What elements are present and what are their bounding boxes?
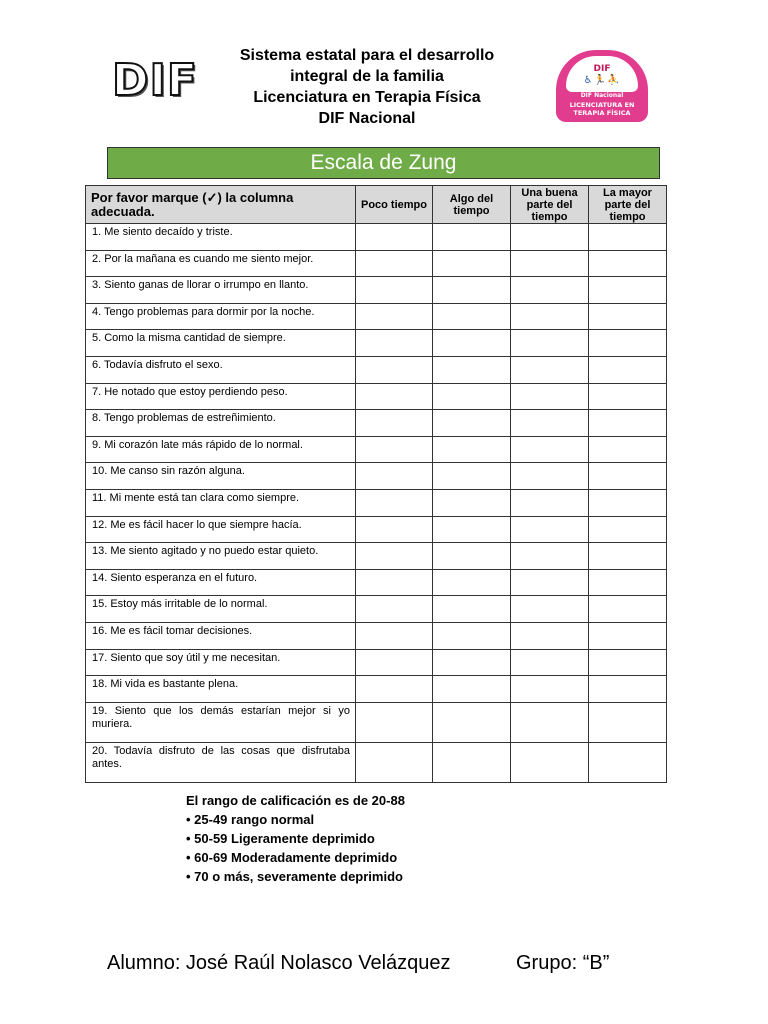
answer-cell[interactable] (511, 330, 589, 357)
badge-emblem (566, 56, 638, 92)
question-text: 15. Estoy más irritable de lo normal. (86, 596, 356, 623)
table-row (86, 676, 667, 703)
answer-cell[interactable] (511, 543, 589, 570)
answer-cell[interactable] (511, 250, 589, 277)
people-figures-icon: ♿🏃⛹ (583, 75, 621, 86)
table-row (86, 516, 667, 543)
answer-cell[interactable] (356, 383, 433, 410)
header-line-3: Licenciatura en Terapia Física (253, 89, 481, 106)
answer-cell[interactable] (511, 277, 589, 304)
answer-cell[interactable] (589, 303, 667, 330)
question-text: 10. Me canso sin razón alguna. (86, 463, 356, 490)
scale-title: Escala de Zung (107, 147, 660, 179)
answer-cell[interactable] (511, 383, 589, 410)
answer-cell[interactable] (589, 436, 667, 463)
answer-cell[interactable] (356, 569, 433, 596)
answer-cell[interactable] (589, 330, 667, 357)
answer-cell[interactable] (433, 742, 511, 782)
header-line-2: integral de la familia (290, 68, 444, 85)
header-line-4: DIF Nacional (318, 110, 416, 127)
badge-brand: DIF (593, 64, 611, 74)
licenciatura-badge-logo (556, 50, 648, 122)
question-text: 8. Tengo problemas de estreñimiento. (86, 410, 356, 437)
answer-cell[interactable] (356, 676, 433, 703)
scoring-item: • 25-49 rango normal (186, 812, 315, 827)
answer-cell[interactable] (511, 622, 589, 649)
answer-cell[interactable] (589, 676, 667, 703)
question-text: 5. Como la misma cantidad de siempre. (86, 330, 356, 357)
question-text: 20. Todavía disfruto de las cosas que disfrutaba antes. (86, 742, 356, 782)
question-text: 13. Me siento agitado y no puedo estar quieto. (86, 543, 356, 570)
table-row (86, 489, 667, 516)
answer-cell[interactable] (433, 224, 511, 251)
question-text: 16. Me es fácil tomar decisiones. (86, 622, 356, 649)
question-text: 4. Tengo problemas para dormir por la noche. (86, 303, 356, 330)
question-text: 6. Todavía disfruto el sexo. (86, 356, 356, 383)
answer-cell[interactable] (433, 489, 511, 516)
answer-cell[interactable] (589, 277, 667, 304)
question-text: 9. Mi corazón late más rápido de lo normal. (86, 436, 356, 463)
table-header-row (86, 186, 667, 224)
answer-cell[interactable] (356, 622, 433, 649)
table-row (86, 303, 667, 330)
answer-cell[interactable] (589, 516, 667, 543)
column-header-algo-del-tiempo: Algo del tiempo (433, 186, 511, 224)
answer-cell[interactable] (511, 742, 589, 782)
table-row (86, 596, 667, 623)
question-text: 18. Mi vida es bastante plena. (86, 676, 356, 703)
answer-cell[interactable] (511, 489, 589, 516)
answer-cell[interactable] (356, 516, 433, 543)
answer-cell[interactable] (433, 596, 511, 623)
answer-cell[interactable] (356, 596, 433, 623)
table-row (86, 742, 667, 782)
table-row (86, 330, 667, 357)
answer-cell[interactable] (356, 702, 433, 742)
answer-cell[interactable] (511, 569, 589, 596)
scoring-item: • 70 o más, severamente deprimido (186, 869, 403, 884)
badge-sub: DIF Nacional (580, 92, 624, 99)
column-header-mayor-parte: La mayor parte del tiempo (589, 186, 667, 224)
answer-cell[interactable] (433, 543, 511, 570)
answer-cell[interactable] (433, 702, 511, 742)
student-group: Grupo: “B” (516, 952, 610, 974)
header-line-1: Sistema estatal para el desarrollo (239, 47, 495, 64)
table-row (86, 250, 667, 277)
answer-cell[interactable] (511, 410, 589, 437)
dif-logo: DIF (112, 55, 198, 106)
answer-cell[interactable] (356, 436, 433, 463)
table-row (86, 224, 667, 251)
answer-cell[interactable] (589, 224, 667, 251)
answer-cell[interactable] (589, 543, 667, 570)
scoring-item: • 50-59 Ligeramente deprimido (186, 831, 375, 846)
answer-cell[interactable] (589, 622, 667, 649)
answer-cell[interactable] (433, 622, 511, 649)
answer-cell[interactable] (433, 410, 511, 437)
question-text: 1. Me siento decaído y triste. (86, 224, 356, 251)
table-row (86, 463, 667, 490)
table-row (86, 543, 667, 570)
answer-cell[interactable] (511, 224, 589, 251)
answer-cell[interactable] (433, 649, 511, 676)
answer-cell[interactable] (356, 463, 433, 490)
answer-cell[interactable] (589, 410, 667, 437)
answer-cell[interactable] (356, 356, 433, 383)
answer-cell[interactable] (589, 649, 667, 676)
answer-cell[interactable] (356, 330, 433, 357)
answer-cell[interactable] (356, 250, 433, 277)
answer-cell[interactable] (511, 649, 589, 676)
table-row (86, 702, 667, 742)
answer-cell[interactable] (589, 702, 667, 742)
answer-cell[interactable] (511, 516, 589, 543)
table-row (86, 569, 667, 596)
answer-cell[interactable] (511, 356, 589, 383)
answer-cell[interactable] (589, 742, 667, 782)
answer-cell[interactable] (433, 356, 511, 383)
answer-cell[interactable] (433, 516, 511, 543)
answer-cell[interactable] (356, 489, 433, 516)
badge-line-1: LICENCIATURA EN (569, 101, 635, 109)
answer-cell[interactable] (356, 277, 433, 304)
table-row (86, 410, 667, 437)
answer-cell[interactable] (433, 383, 511, 410)
answer-cell[interactable] (433, 569, 511, 596)
table-row (86, 436, 667, 463)
answer-cell[interactable] (433, 463, 511, 490)
answer-cell[interactable] (356, 303, 433, 330)
answer-cell[interactable] (433, 303, 511, 330)
question-text: 14. Siento esperanza en el futuro. (86, 569, 356, 596)
table-row (86, 383, 667, 410)
answer-cell[interactable] (511, 702, 589, 742)
answer-cell[interactable] (356, 742, 433, 782)
question-text: 3. Siento ganas de llorar o irrumpo en llanto. (86, 277, 356, 304)
answer-cell[interactable] (356, 410, 433, 437)
answer-cell[interactable] (589, 356, 667, 383)
answer-cell[interactable] (511, 676, 589, 703)
student-name: Alumno: José Raúl Nolasco Velázquez (107, 952, 451, 974)
column-header-poco-tiempo: Poco tiempo (356, 186, 433, 224)
answer-cell[interactable] (433, 250, 511, 277)
answer-cell[interactable] (589, 489, 667, 516)
answer-cell[interactable] (589, 463, 667, 490)
instruction-header: Por favor marque (✓) la columna adecuada. (86, 186, 356, 224)
answer-cell[interactable] (511, 596, 589, 623)
scoring-item: • 60-69 Moderadamente deprimido (186, 850, 398, 865)
answer-cell[interactable] (356, 224, 433, 251)
table-row (86, 277, 667, 304)
answer-cell[interactable] (589, 569, 667, 596)
answer-cell[interactable] (589, 250, 667, 277)
badge-line-2: TERAPIA FÍSICA (573, 109, 631, 117)
zung-scale-table (85, 185, 667, 783)
answer-cell[interactable] (511, 463, 589, 490)
question-text: 11. Mi mente está tan clara como siempre. (86, 489, 356, 516)
question-text: 2. Por la mañana es cuando me siento mejor. (86, 250, 356, 277)
question-text: 19. Siento que los demás estarían mejor si yo muriera. (86, 702, 356, 742)
answer-cell[interactable] (433, 436, 511, 463)
table-row (86, 356, 667, 383)
scoring-heading: El rango de calificación es de 20-88 (186, 793, 405, 808)
answer-cell[interactable] (356, 649, 433, 676)
institution-header (190, 45, 544, 129)
answer-cell[interactable] (511, 436, 589, 463)
question-text: 17. Siento que soy útil y me necesitan. (86, 649, 356, 676)
answer-cell[interactable] (356, 543, 433, 570)
table-row (86, 622, 667, 649)
table-row (86, 649, 667, 676)
answer-cell[interactable] (433, 330, 511, 357)
answer-cell[interactable] (589, 596, 667, 623)
scoring-legend (186, 791, 486, 886)
answer-cell[interactable] (433, 277, 511, 304)
answer-cell[interactable] (589, 383, 667, 410)
answer-cell[interactable] (511, 303, 589, 330)
answer-cell[interactable] (433, 676, 511, 703)
column-header-buena-parte: Una buena parte del tiempo (511, 186, 589, 224)
question-text: 7. He notado que estoy perdiendo peso. (86, 383, 356, 410)
question-text: 12. Me es fácil hacer lo que siempre hacía. (86, 516, 356, 543)
